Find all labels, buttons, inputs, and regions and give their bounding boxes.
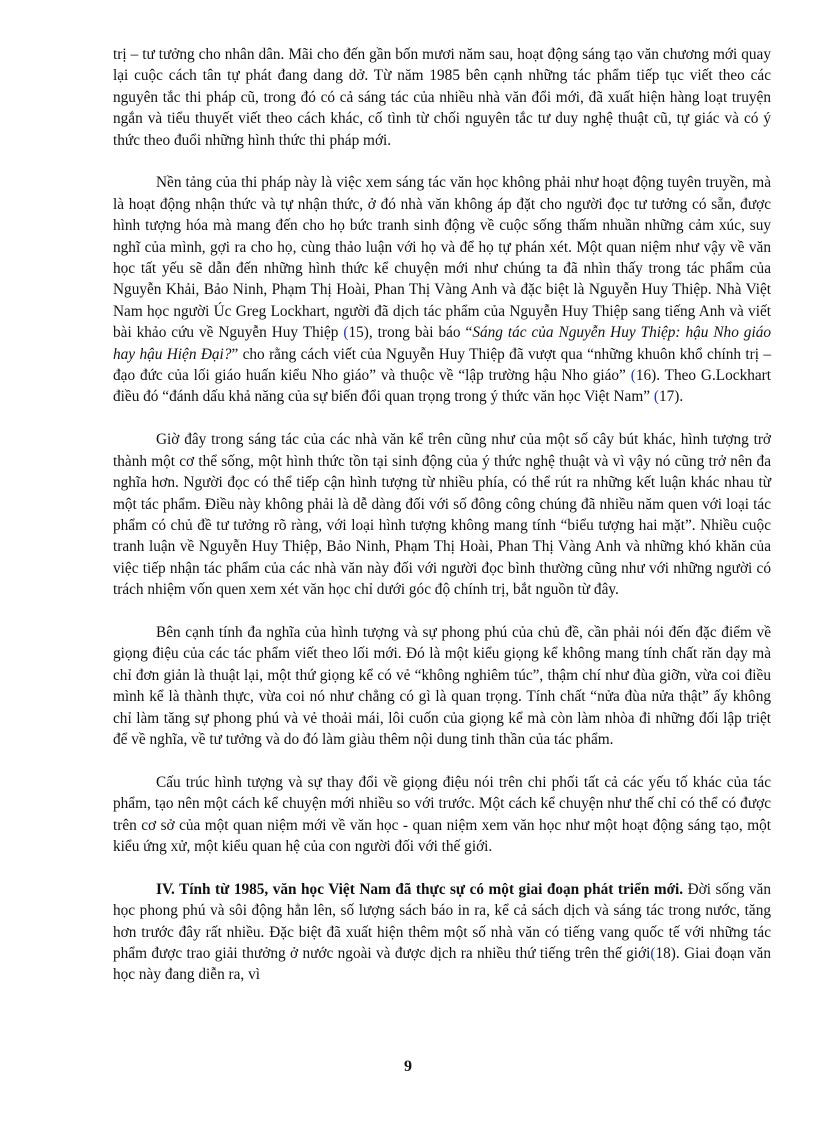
reference-link-15[interactable]: (	[343, 324, 349, 342]
text-run: 15), trong bài báo “	[348, 324, 473, 342]
text-run: 17).	[658, 388, 684, 406]
article-title: Sáng tác của Nguyễn Huy Thiệp: hậu Nho giáo hay hậu Hiện Đại?	[113, 324, 771, 363]
text-run: Nền tảng của thi pháp này là việc xem sáng tác văn học không phải như hoạt động tuyên truyền, mà là hoạt động nhận thức và tự nhận thức, ở đó nhà văn không áp đặt cho người đọc tư tưởng có sẵn, được hình tượng hóa mà mang đến cho họ bức tranh sinh động về cuộc sống thấm nhuần những cảm xúc, suy nghĩ của mình, gợi ra cho họ, cùng thảo luận với họ và để họ tự phán xét. Một quan niệm như vậy về văn học tất yếu sẽ dẫn đến những hình thức kể chuyện mới như chúng ta đã nhìn thấy trong tác phẩm của Nguyễn Khải, Bảo Ninh, Phạm Thị Hoài, Phan Thị Vàng Anh và đặc biệt là Nguyễn Huy Thiệp. Nhà Việt Nam học người Úc Greg Lockhart, người đã dịch tác phẩm của Nguyễn Huy Thiệp sang tiếng Anh và viết bài khảo cứu về Nguyễn Huy Thiệp	[113, 174, 771, 342]
document-body	[113, 44, 771, 1007]
reference-link-17[interactable]: (	[653, 388, 659, 406]
page-number: 9	[404, 1058, 412, 1075]
paragraph-5: Cấu trúc hình tượng và sự thay đổi về giọng điệu nói trên chi phối tất cả các yếu tố khác của tác phẩm, tạo nên một cách kể chuyện mới nhiều so với trước. Một cách kể chuyện như thế chỉ có thể có được trên cơ sở của một quan niệm mới về văn học - quan niệm xem văn học như một hoạt động sáng tạo, một kiểu ứng xử, một kiểu quan hệ của con người đối với thế giới.	[113, 773, 771, 855]
reference-link-16[interactable]: (	[630, 367, 636, 385]
section-heading: IV. Tính từ 1985, văn học Việt Nam đã thực sự có một giai đoạn phát triển mới.	[156, 880, 684, 898]
text-run: Đời sống văn học phong phú và sôi động hẳn lên, số lượng sách báo in ra, kể cả sách dịch và sáng tác trong nước, tăng hơn trước đây rất nhiều. Đặc biệt đã xuất hiện thêm một số nhà văn có tiếng vang quốc tế với những tác phẩm được trao giải thưởng ở nước ngoài và được dịch ra nhiều thứ tiếng trên thế giới	[113, 880, 771, 962]
text-run: 18). Giai đoạn văn học này đang diễn ra, vì	[113, 944, 771, 984]
text-run: 16). Theo G.Lockhart điều đó “đánh dấu khả năng của sự biến đổi quan trọng trong ý thức văn học Việt Nam”	[113, 367, 771, 406]
paragraph-6	[113, 879, 771, 986]
text-run: ” cho rằng cách viết của Nguyễn Huy Thiệp đã vượt qua “những khuôn khổ chính trị – đạo đức của lối giáo huấn kiểu Nho giáo” và thuộc về “lập trường hậu Nho giáo”	[113, 345, 771, 385]
paragraph-3: Giờ đây trong sáng tác của các nhà văn kể trên cũng như của một số cây bút khác, hình tượng trở thành một cơ thể sống, một hình thức tồn tại sinh động của ý thức nghệ thuật và vì vậy nó cũng trở nên đa nghĩa hơn. Người đọc có thể tiếp cận hình tượng từ nhiều phía, có thể rút ra những kết luận khác nhau từ một tác phẩm. Điều này không phải là dễ dàng đối với số đông công chúng đã nhiều năm quen với loại tác phẩm có chủ đề tư tưởng rõ ràng, với loại hình tượng không mang tính “biểu tượng hai mặt”. Nhiều cuộc tranh luận về Nguyễn Huy Thiệp, Bảo Ninh, Phạm Thị Hoài, Phan Thị Vàng Anh và những khó khăn của việc tiếp nhận tác phẩm của các nhà văn này đối với người đọc bình thường cũng như với những người có trách nhiệm vốn quen xem xét văn học chỉ dưới góc độ chính trị, bắt nguồn từ đây.	[113, 431, 771, 599]
paragraph-4: Bên cạnh tính đa nghĩa của hình tượng và sự phong phú của chủ đề, cần phải nói đến đặc điểm về giọng điệu của các tác phẩm viết theo lối mới. Đó là một kiểu giọng kể không mang tính chất răn dạy mà chỉ đơn giản là thuật lại, một thứ giọng kể có vẻ “không nghiêm túc”, thậm chí như đùa giỡn, vừa coi điều mình kể là thành thực, vừa coi nó như chẳng có gì là quan trọng. Tính chất “nửa đùa nửa thật” ấy không chỉ làm tăng sự phong phú và vẻ thoải mái, lôi cuốn của giọng kể mà còn làm nhòa đi những đối lập triệt để về nghĩa, về tư tưởng và do đó làm giàu thêm nội dung tinh thần của tác phẩm.	[113, 623, 771, 748]
reference-link-18[interactable]: (	[650, 944, 656, 962]
paragraph-1: trị – tư tưởng cho nhân dân. Mãi cho đến gần bốn mươi năm sau, hoạt động sáng tạo văn chương mới quay lại cuộc cách tân tự phát đang dang dở. Từ năm 1985 bên cạnh những tác phẩm tiếp tục viết theo các nguyên tắc thi pháp cũ, trong đó có cả sáng tác của nhiều nhà văn đổi mới, đã xuất hiện hàng loạt truyện ngắn và tiểu thuyết viết theo cách khác, cố tình từ chối nguyên tắc tư duy nghệ thuật cũ, tự giác và có ý thức theo đuổi những hình thức thi pháp mới.	[113, 46, 771, 149]
paragraph-2	[113, 172, 771, 407]
